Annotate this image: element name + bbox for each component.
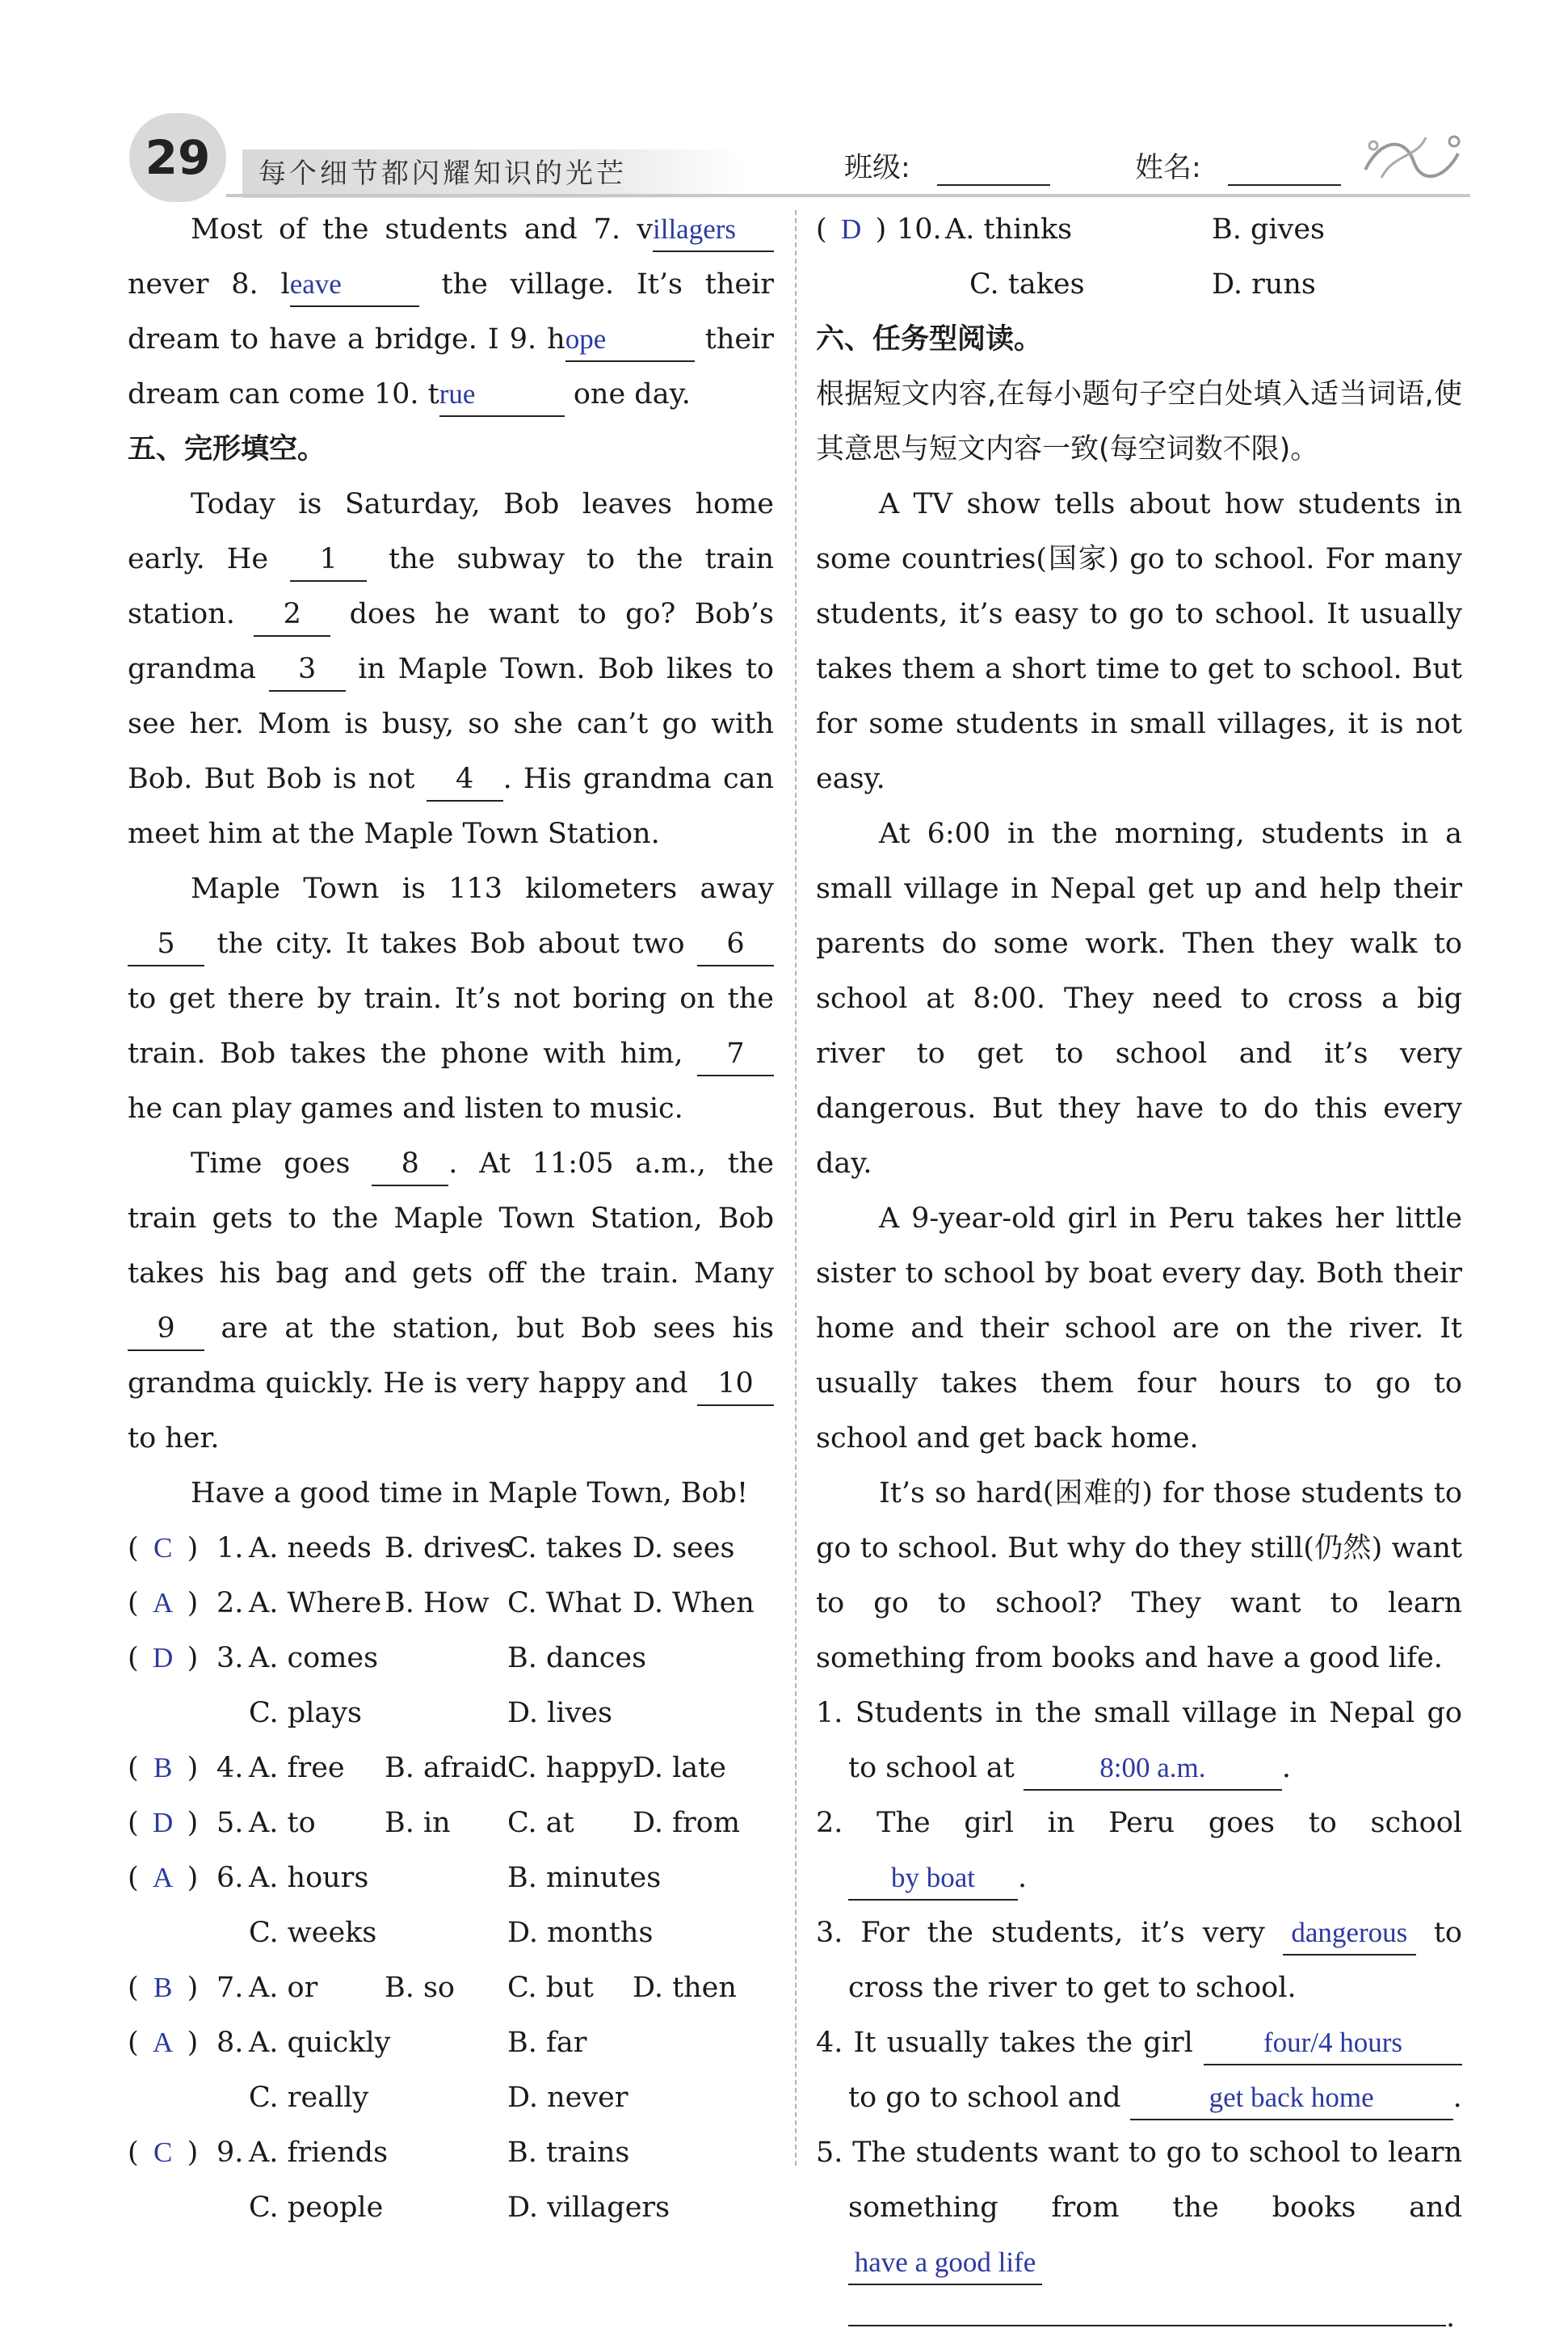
- task-answer-2-blank[interactable]: [848, 1857, 1018, 1901]
- text-segment: 2. The girl in Peru goes to school: [816, 1807, 1462, 1839]
- text-segment: the village. It’s their dream to have a bridge. I 9. h: [128, 268, 774, 356]
- task-answer-4b: get back home: [1209, 2082, 1374, 2113]
- left-column: [128, 202, 774, 2235]
- cloze-paragraph-2: [128, 861, 774, 1136]
- option-a[interactable]: A. hours: [249, 1862, 369, 1894]
- text-segment: the subway to the train station.: [128, 543, 774, 630]
- option-c[interactable]: C. takes: [969, 268, 1085, 301]
- question-number: 7.: [216, 1972, 244, 2004]
- reading-paragraph-2: At 6:00 in the morning, students in a small village in Nepal get up and help their parents do some work. Then they walk to school at 8:00. They need to cross a big river to get to school and it’s very dangerous. But they have to do this every day.: [816, 818, 1462, 1180]
- answer-blank-8[interactable]: [290, 263, 419, 307]
- answer-choice[interactable]: C: [153, 2137, 173, 2168]
- option-d[interactable]: D. lives: [507, 1697, 612, 1729]
- task-question-4: [816, 2015, 1462, 2125]
- text-segment: .: [1018, 1862, 1028, 1894]
- paren: (: [128, 2027, 139, 2059]
- option-b[interactable]: B. minutes: [507, 1862, 662, 1894]
- cloze-paragraph-3: [128, 1136, 774, 1466]
- paren: (: [128, 1972, 139, 2004]
- answer-blank-9[interactable]: [565, 318, 695, 362]
- text-segment: 1. Students in the small village in Nepal go to school at: [816, 1697, 1462, 1784]
- text-segment: Maple Town is 113 kilometers away: [191, 873, 774, 905]
- question-5: [128, 1796, 774, 1850]
- answer-blank-10[interactable]: [439, 373, 565, 417]
- option-c[interactable]: C. takes: [507, 1532, 623, 1564]
- name-blank: [1228, 152, 1341, 186]
- task-answer-2: by boat: [890, 1862, 975, 1893]
- option-c[interactable]: C. people: [249, 2191, 384, 2224]
- task-question-2: [816, 1796, 1462, 1905]
- question-4: [128, 1741, 774, 1796]
- text-segment: 4. It usually takes the girl: [816, 2027, 1204, 2059]
- option-c[interactable]: C. plays: [249, 1697, 362, 1729]
- paren: (: [128, 1587, 139, 1619]
- question-8-row-2: [128, 2070, 774, 2125]
- reading-paragraph-1: A TV show tells about how students in some countries(国家) go to school. For many students, it’s easy to go to school. It usually takes them a short time to get to school. But for some students in small villages, it is not easy.: [816, 488, 1462, 795]
- question-number: 6.: [216, 1862, 244, 1894]
- option-b[interactable]: B. trains: [507, 2137, 630, 2169]
- cloze-blank-7: 7: [697, 1033, 774, 1076]
- cloze-blank-2: 2: [254, 593, 330, 637]
- task-answer-4a-blank[interactable]: [1204, 2022, 1462, 2065]
- paren: ): [187, 1972, 199, 2004]
- text-segment: to cross the river to get to school.: [848, 1917, 1463, 2004]
- text-segment: 5. The students want to go to school to learn something from the books and: [816, 2137, 1462, 2224]
- answer-10: rue: [439, 378, 476, 410]
- option-d[interactable]: D. never: [507, 2082, 628, 2114]
- paren: ): [187, 1862, 199, 1894]
- option-a[interactable]: A. or: [249, 1972, 318, 2004]
- paren: (: [128, 1752, 139, 1784]
- answer-choice[interactable]: D: [153, 1807, 174, 1838]
- reading-paragraph-3: A 9-year-old girl in Peru takes her little sister to school by boat every day. Both their home and their school are on the river. It usually takes them four hours to go to school and get back home.: [816, 1202, 1462, 1455]
- question-3: [128, 1631, 774, 1686]
- option-d[interactable]: D. sees: [633, 1532, 735, 1564]
- task-answer-5-blank[interactable]: [848, 2242, 1042, 2285]
- text-segment: to her.: [128, 1422, 220, 1455]
- text-segment: never 8. l: [128, 268, 290, 301]
- answer-choice[interactable]: D: [841, 213, 862, 245]
- option-d[interactable]: D. then: [633, 1972, 737, 2004]
- question-number: 8.: [216, 2027, 244, 2059]
- option-a[interactable]: A. comes: [249, 1642, 379, 1674]
- flourish-ornament-icon: [1357, 121, 1470, 194]
- cloze-paragraph-1: [128, 477, 774, 861]
- option-b[interactable]: B. afraid: [385, 1752, 508, 1784]
- text-segment: Most of the students and 7. v: [191, 213, 653, 246]
- question-3-row-2: [128, 1686, 774, 1741]
- question-9: [128, 2125, 774, 2180]
- task-answer-5-extra-line[interactable]: [848, 2325, 1446, 2326]
- task-answer-3: dangerous: [1291, 1917, 1408, 1948]
- option-c[interactable]: C. What: [507, 1587, 622, 1619]
- task-answer-4a: four/4 hours: [1263, 2027, 1403, 2058]
- text-segment: are at the station, but Bob sees his grandma quickly. He is very happy and: [128, 1312, 774, 1400]
- option-b[interactable]: B. drives: [385, 1532, 511, 1564]
- question-8: [128, 2015, 774, 2070]
- text-segment: .: [1281, 1752, 1292, 1784]
- option-c[interactable]: C. but: [507, 1972, 594, 2004]
- section4-tail-paragraph: [128, 202, 774, 422]
- header-slogan: 每个细节都闪耀知识的光芒: [242, 149, 743, 198]
- option-a[interactable]: A. friends: [249, 2137, 389, 2169]
- option-c[interactable]: C. weeks: [249, 1917, 377, 1949]
- task-question-3: [816, 1905, 1462, 2015]
- section6-title: 六、任务型阅读。: [816, 323, 1043, 356]
- option-d[interactable]: D. runs: [1212, 268, 1316, 301]
- task-answer-3-blank[interactable]: [1283, 1912, 1416, 1956]
- paren: ): [187, 1587, 199, 1619]
- question-10-row-2: [816, 257, 1462, 312]
- paren: ): [187, 1642, 199, 1674]
- option-a[interactable]: A. free: [249, 1752, 345, 1784]
- option-b[interactable]: B. dances: [507, 1642, 647, 1674]
- text-segment: .: [1446, 2301, 1456, 2334]
- question-6-row-2: [128, 1905, 774, 1960]
- option-d[interactable]: D. months: [507, 1917, 654, 1949]
- cloze-blank-3: 3: [269, 648, 346, 692]
- question-9-row-2: [128, 2180, 774, 2235]
- paren: ): [187, 1807, 199, 1839]
- right-column: [816, 202, 1462, 2345]
- answer-choice[interactable]: B: [153, 1972, 173, 2003]
- option-a[interactable]: A. needs: [249, 1532, 372, 1564]
- answer-choice[interactable]: C: [153, 1532, 173, 1564]
- option-d[interactable]: D. villagers: [507, 2191, 670, 2224]
- class-label: 班级:: [844, 152, 910, 184]
- class-blank: [937, 152, 1050, 186]
- name-label: 姓名:: [1135, 152, 1201, 184]
- cloze-blank-4: 4: [427, 758, 503, 802]
- option-b[interactable]: B. How: [385, 1587, 490, 1619]
- paren: (: [816, 213, 827, 246]
- question-6: [128, 1850, 774, 1905]
- cloze-blank-6: 6: [697, 923, 774, 966]
- paren: ): [187, 1752, 199, 1784]
- answer-9: ope: [565, 323, 607, 355]
- option-c[interactable]: C. at: [507, 1807, 574, 1839]
- paren: (: [128, 1532, 139, 1564]
- paren: ): [187, 2027, 199, 2059]
- question-10: [816, 202, 1462, 257]
- section6-instructions: 根据短文内容,在每小题句子空白处填入适当词语,使其意思与短文内容一致(每空词数不限)。: [816, 378, 1462, 465]
- answer-choice[interactable]: B: [153, 1752, 173, 1783]
- task-answer-1: 8:00 a.m.: [1099, 1752, 1206, 1783]
- paren: (: [128, 1642, 139, 1674]
- question-number: 4.: [216, 1752, 244, 1784]
- option-d[interactable]: D. from: [633, 1807, 741, 1839]
- text-segment: Time goes: [191, 1147, 372, 1180]
- text-segment: Today is Saturday, Bob leaves home early. He: [128, 488, 774, 575]
- text-segment: one day.: [564, 378, 691, 410]
- text-segment: . At 11:05 a.m., the train gets to the Maple Town Station, Bob takes his bag and gets off the train. Many: [128, 1147, 775, 1290]
- text-segment: to go to school and: [848, 2082, 1130, 2114]
- header-rule: [226, 194, 1470, 197]
- option-c[interactable]: C. happy: [507, 1752, 633, 1784]
- task-answer-1-blank[interactable]: [1024, 1747, 1282, 1791]
- section5-title: 五、完形填空。: [128, 433, 326, 465]
- question-number: 9.: [216, 2137, 244, 2169]
- cloze-blank-8: 8: [372, 1143, 448, 1186]
- answer-choice[interactable]: A: [153, 2027, 174, 2058]
- cloze-paragraph-4: Have a good time in Maple Town, Bob!: [191, 1477, 749, 1509]
- cloze-blank-5: 5: [128, 923, 204, 966]
- question-number: 10.: [897, 213, 942, 246]
- question-number: 5.: [216, 1807, 244, 1839]
- option-c[interactable]: C. really: [249, 2082, 369, 2114]
- task-question-1: [816, 1686, 1462, 1796]
- paren: (: [128, 1807, 139, 1839]
- option-b[interactable]: B. so: [385, 1972, 456, 2004]
- answer-blank-7[interactable]: [653, 208, 774, 252]
- text-segment: the city. It takes Bob about two: [204, 928, 697, 960]
- option-b[interactable]: B. gives: [1212, 213, 1326, 246]
- task-question-5: [816, 2125, 1462, 2345]
- task-answer-4b-blank[interactable]: [1130, 2077, 1453, 2120]
- answer-choice[interactable]: D: [153, 1642, 174, 1673]
- answer-choice[interactable]: A: [153, 1862, 174, 1893]
- question-number: 3.: [216, 1642, 244, 1674]
- paren: ): [187, 1532, 199, 1564]
- paren: ): [187, 2137, 199, 2169]
- column-divider: [795, 210, 797, 2166]
- cloze-blank-1: 1: [290, 538, 367, 582]
- answer-choice[interactable]: A: [153, 1587, 174, 1619]
- text-segment: their dream can come 10. t: [128, 323, 775, 410]
- paren: (: [128, 1862, 139, 1894]
- text-segment: does he want to go? Bob’s grandma: [128, 598, 774, 685]
- reading-paragraph-4: It’s so hard(困难的) for those students to go to school. But why do they still(仍然) want to go to school? They want to learn something from books and have a good life.: [816, 1477, 1462, 1674]
- option-b[interactable]: B. in: [385, 1807, 451, 1839]
- answer-7: illagers: [653, 213, 737, 245]
- option-d[interactable]: D. When: [633, 1587, 755, 1619]
- class-field: [844, 145, 1050, 186]
- name-field: [1135, 145, 1341, 186]
- option-b[interactable]: B. far: [507, 2027, 587, 2059]
- question-2: [128, 1576, 774, 1631]
- text-segment: to get there by train. It’s not boring on the train. Bob takes the phone with him,: [128, 983, 774, 1070]
- question-1: [128, 1521, 774, 1576]
- option-d[interactable]: D. late: [633, 1752, 726, 1784]
- page-number: 29: [129, 113, 226, 202]
- task-answer-5: have a good life: [854, 2246, 1036, 2278]
- cloze-blank-10: 10: [697, 1362, 774, 1406]
- option-a[interactable]: A. quickly: [249, 2027, 391, 2059]
- text-segment: in Maple Town. Bob likes to see her. Mom is busy, so she can’t go with Bob. But Bob is not: [128, 653, 774, 795]
- text-segment: .: [1452, 2082, 1462, 2114]
- option-a[interactable]: A. to: [249, 1807, 316, 1839]
- question-7: [128, 1960, 774, 2015]
- option-a[interactable]: A. thinks: [945, 213, 1073, 246]
- answer-8: eave: [289, 268, 342, 300]
- cloze-blank-9: 9: [128, 1307, 204, 1351]
- paren: ): [875, 213, 887, 246]
- text-segment: . His grandma can meet him at the Maple Town Station.: [128, 763, 774, 850]
- question-number: 2.: [216, 1587, 244, 1619]
- text-segment: he can play games and listen to music.: [128, 1093, 683, 1125]
- paren: (: [128, 2137, 139, 2169]
- text-segment: 3. For the students, it’s very: [816, 1917, 1283, 1949]
- question-number: 1.: [216, 1532, 244, 1564]
- option-a[interactable]: A. Where: [249, 1587, 382, 1619]
